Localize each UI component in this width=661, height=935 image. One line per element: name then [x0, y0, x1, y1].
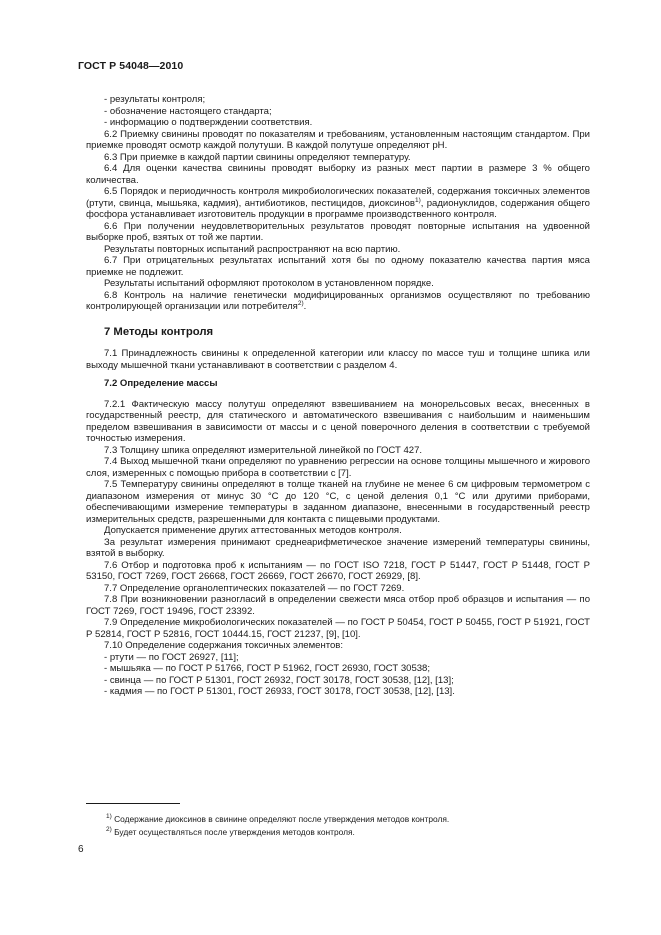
list-item: - мышьяка — по ГОСТ Р 51766, ГОСТ Р 51962, ГОСТ 26930, ГОСТ 30538; — [104, 663, 431, 674]
paragraph-6-2: 6.2 Приемку свинины проводят по показателям и требованиям, установленным настоящим стандартом. При приемке проводят осмотр каждой полутуши. В каждой полутуше определяют pH. — [86, 128, 590, 151]
paragraph-6-4: 6.4 Для оценки качества свинины проводят выборку из разных мест партии в размере 3 % общего количества. — [86, 163, 590, 186]
list-item: - результаты контроля; — [104, 94, 206, 105]
paragraph-6-8 — [86, 290, 590, 313]
paragraph-6-5 — [86, 186, 590, 221]
paragraph-7-5-b: Допускается применение других аттестованных методов контроля. — [104, 525, 402, 536]
page-number: 6 — [78, 844, 84, 855]
paragraph-7-5-c: За результат измерения принимают среднеарифметическое значение измерений температуры свинины, взятой в выборку. — [86, 536, 590, 559]
footnote-mark: 1) — [106, 813, 112, 820]
paragraph-6-5-text-b: , радионуклидов, содержания общего фосфора устанавливает изготовитель продукции в программе производственного контроля. — [86, 197, 590, 220]
paragraph-6-6-b: Результаты повторных испытаний распространяют на всю партию. — [104, 243, 401, 255]
section-heading-7: 7 Методы контроля — [104, 325, 214, 338]
paragraph-6-8-text-a: 6.8 Контроль на наличие генетически модифицированных организмов осуществляют по требованию контролирующей организации или потребителя — [86, 289, 590, 312]
list-item: - кадмия — по ГОСТ Р 51301, ГОСТ 26933, ГОСТ 30178, ГОСТ 30538, [12], [13]. — [104, 686, 455, 697]
paragraph-7-3: 7.3 Толщину шпика определяют измерительной линейкой по ГОСТ 427. — [104, 444, 423, 456]
footnote-text: Содержание диоксинов в свинине определяют после утверждения методов контроля. — [114, 814, 450, 824]
paragraph-6-5-text-a: 6.5 Порядок и периодичность контроля микробиологических показателей, содержания токсичных элементов (ртути, свинца, мышьяка, кадмия), антибиотиков, пестицидов, диоксинов — [86, 186, 590, 209]
paragraph-7-8: 7.8 При возникновении разногласий в определении свежести мяса отбор проб образцов и испытания — по ГОСТ 7269, ГОСТ 19496, ГОСТ 23392. — [86, 594, 590, 617]
paragraph-6-8-text-b: . — [303, 301, 307, 312]
paragraph-7-4: 7.4 Выход мышечной ткани определяют по уравнению регрессии на основе толщины мышечного и жирового слоя, измеренных с помощью прибора в соответствии с [7]. — [86, 456, 590, 479]
footnote-ref-1: 1) — [415, 196, 421, 204]
footnote-mark: 2) — [106, 826, 112, 833]
footnote-ref-2: 2) — [297, 300, 304, 307]
paragraph-6-6: 6.6 При получении неудовлетворительных результатов проводят повторные испытания на удвоенной выборке проб, взятых от той же партии. — [86, 220, 590, 243]
list-item: - ртути — по ГОСТ 26927, [11]; — [104, 651, 239, 663]
paragraph-7-2-1: 7.2.1 Фактическую массу полутуш определяют взвешиванием на монорельсовых весах, внесенных в государственный реестр, для статического и автоматического взвешивания с наибольшим и наименьшим пределом взвешивания в зависимости от массы и с ценой поверочного деления в соответствии с требуемой точностью измерения. — [86, 398, 590, 444]
list-item: - информацию о подтверждении соответствия. — [104, 117, 313, 128]
paragraph-7-7: 7.7 Определение органолептических показателей — по ГОСТ 7269. — [104, 582, 405, 594]
paragraph-7-5: 7.5 Температуру свинины определяют в толще тканей на глубине не менее 6 см цифровым термометром с диапазоном измерения от минус 30 °С до 120 °С, с ценой деления 0,1 °С или другими приборами, обеспечивающими измерение температуры в заданном диапазоне, внесенными в государственный реестр измерительных средств, разрешенными для контакта с пищевыми продуктами. — [86, 479, 590, 525]
paragraph-6-7: 6.7 При отрицательных результатах испытаний хотя бы по одному показателю качества партия мяса приемке не подлежит. — [86, 255, 590, 278]
paragraph-6-3: 6.3 При приемке в каждой партии свинины определяют температуру. — [104, 151, 411, 163]
footnote-1 — [106, 814, 449, 824]
paragraph-7-9: 7.9 Определение микробиологических показателей — по ГОСТ Р 50454, ГОСТ Р 50455, ГОСТ Р 51921, ГОСТ Р 52814, ГОСТ Р 52816, ГОСТ 10444.15, ГОСТ 21237, [9], [10]. — [86, 617, 590, 640]
list-item: - обозначение настоящего стандарта; — [104, 105, 272, 117]
footnote-text: Будет осуществляться после утверждения методов контроля. — [114, 827, 355, 837]
paragraph-7-10: 7.10 Определение содержания токсичных элементов: — [104, 640, 344, 651]
paragraph-6-7-b: Результаты испытаний оформляют протоколом в установленном порядке. — [104, 278, 434, 289]
document-body — [86, 94, 590, 698]
paragraph-7-6: 7.6 Отбор и подготовка проб к испытаниям — по ГОСТ ISO 7218, ГОСТ Р 51447, ГОСТ Р 51448, ГОСТ Р 53150, ГОСТ 7269, ГОСТ 26668, ГОСТ 26669, ГОСТ 26670, ГОСТ 26929, [8]. — [86, 559, 590, 582]
footnote-divider — [86, 803, 180, 804]
footnote-2 — [106, 827, 355, 837]
paragraph-7-1: 7.1 Принадлежность свинины к определенной категории или классу по массе туш и толщине шпика или выходу мышечной ткани устанавливают в соответствии с разделом 4. — [86, 348, 590, 371]
page-header: ГОСТ Р 54048—2010 — [78, 60, 184, 72]
subsection-heading-7-2: 7.2 Определение массы — [104, 378, 218, 389]
list-item: - свинца — по ГОСТ Р 51301, ГОСТ 26932, ГОСТ 30178, ГОСТ 30538, [12], [13]; — [104, 674, 454, 686]
